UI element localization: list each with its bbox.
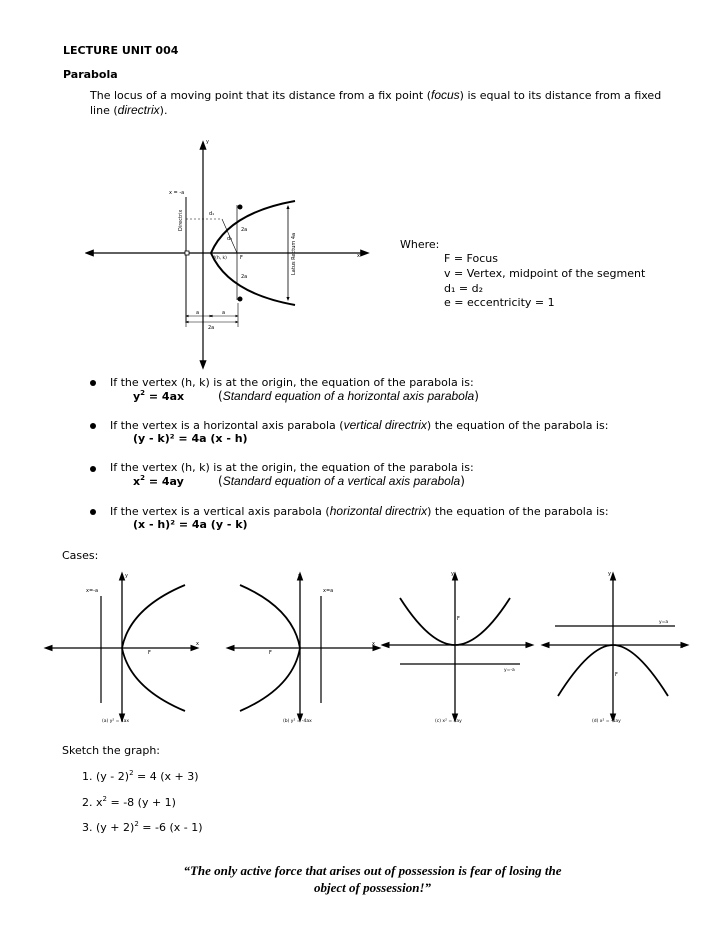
bullet-1-note: (Standard equation of a horizontal axis parabola)	[218, 389, 479, 403]
where-item-vertex: v = Vertex, midpoint of the segment	[444, 267, 646, 280]
svg-text:x=-a: x=-a	[86, 588, 99, 594]
svg-text:F: F	[269, 650, 272, 656]
case-b-graph	[225, 568, 385, 728]
x-label: x	[357, 253, 360, 259]
where-item-d: d₁ = d₂	[444, 282, 483, 295]
svg-text:y=a: y=a	[659, 620, 669, 625]
sketch-item-2: 2. $x^2 = -8$ (y + 1)	[82, 795, 176, 809]
directrix-point	[185, 251, 189, 255]
two-a-bottom-label: 2a	[241, 274, 248, 280]
svg-text:y: y	[451, 571, 454, 577]
closing-quote: “The only active force that arises out of possession is fear of losing the object of possession!”	[183, 863, 562, 895]
vertex-label: V(h, k)	[212, 256, 227, 261]
bullet-3-text: If the vertex (h, k) is at the origin, the equation of the parabola is:	[110, 461, 474, 474]
svg-text:x: x	[525, 643, 528, 649]
x-eq-label: x = -a	[169, 190, 185, 196]
svg-text:x: x	[680, 644, 683, 650]
where-item-focus: F = Focus	[444, 252, 498, 265]
svg-text:y: y	[298, 573, 301, 579]
where-title: Where:	[400, 238, 440, 251]
y-label: y	[206, 139, 209, 145]
two-a-axis-label: 2a	[208, 325, 215, 331]
case-a-graph	[40, 568, 210, 728]
svg-text:F: F	[457, 616, 460, 622]
sketch-title: Sketch the graph:	[62, 744, 161, 757]
bullet-2-equation: (y - k)² = 4a (x - h)	[133, 432, 248, 445]
a-label-1: a	[196, 310, 200, 316]
latus-label: Latus Rectum 4a	[291, 232, 297, 275]
svg-text:(d) x² = -4ay: (d) x² = -4ay	[592, 719, 621, 724]
a-label-2: a	[222, 310, 226, 316]
sketch-item-3: 3. $(y + 2)^2 = -6$ (x - 1)	[82, 820, 203, 834]
directrix-label: Directrix	[178, 209, 184, 231]
lecture-unit-title: LECTURE UNIT 004	[63, 44, 179, 57]
bullet-3-equation: $x^2 = 4ay$	[133, 474, 184, 488]
svg-text:(c) x² = 4ay: (c) x² = 4ay	[435, 719, 462, 724]
svg-text:(b) y² = -4ax: (b) y² = -4ax	[283, 719, 312, 724]
sketch-item-1: 1. (y - 2)$^2$ = 4 (x + 3)	[82, 769, 199, 783]
definition-line2: line (directrix).	[90, 103, 168, 117]
where-item-e: e = eccentricity = 1	[444, 296, 555, 309]
d1-label: d₁	[209, 211, 215, 217]
bullet-dot	[90, 466, 96, 472]
svg-text:F: F	[148, 650, 151, 656]
two-a-top-label: 2a	[241, 227, 248, 233]
latus-end-bottom	[238, 297, 243, 302]
main-parabola-diagram	[85, 135, 385, 370]
bullet-dot	[90, 380, 96, 386]
bullet-4-text: If the vertex is a vertical axis parabola (horizontal directrix) the equation of the parabola is:	[110, 504, 609, 518]
focus-label: F	[240, 255, 243, 261]
svg-text:F: F	[615, 672, 618, 678]
svg-text:y: y	[125, 573, 128, 579]
d2-label: d₂	[227, 236, 233, 242]
case-c-graph	[380, 568, 535, 728]
latus-end-top	[238, 205, 243, 210]
svg-text:x: x	[196, 641, 199, 647]
bullet-2-text: If the vertex is a horizontal axis parabola (vertical directrix) the equation of the parabola is:	[110, 418, 609, 432]
bullet-4-equation: (x - h)² = 4a (y - k)	[133, 518, 248, 531]
svg-text:y: y	[608, 571, 611, 577]
cases-title: Cases:	[62, 549, 99, 562]
svg-text:x=a: x=a	[323, 588, 334, 594]
bullet-dot	[90, 509, 96, 515]
bullet-dot	[90, 423, 96, 429]
bullet-1-equation: $y^2 = 4ax$	[133, 389, 185, 403]
bullet-3-note: (Standard equation of a vertical axis parabola)	[218, 474, 465, 488]
svg-text:(a) y² = 4ax: (a) y² = 4ax	[102, 719, 130, 724]
case-d-graph	[540, 568, 690, 728]
bullet-1-text: If the vertex (h, k) is at the origin, the equation of the parabola is:	[110, 376, 474, 389]
topic-title: Parabola	[63, 68, 118, 81]
svg-text:y=-a: y=-a	[504, 668, 515, 673]
svg-text:x: x	[372, 641, 375, 647]
definition-line1: The locus of a moving point that its distance from a fix point (focus) is equal to its distance from a fixed	[90, 88, 662, 102]
